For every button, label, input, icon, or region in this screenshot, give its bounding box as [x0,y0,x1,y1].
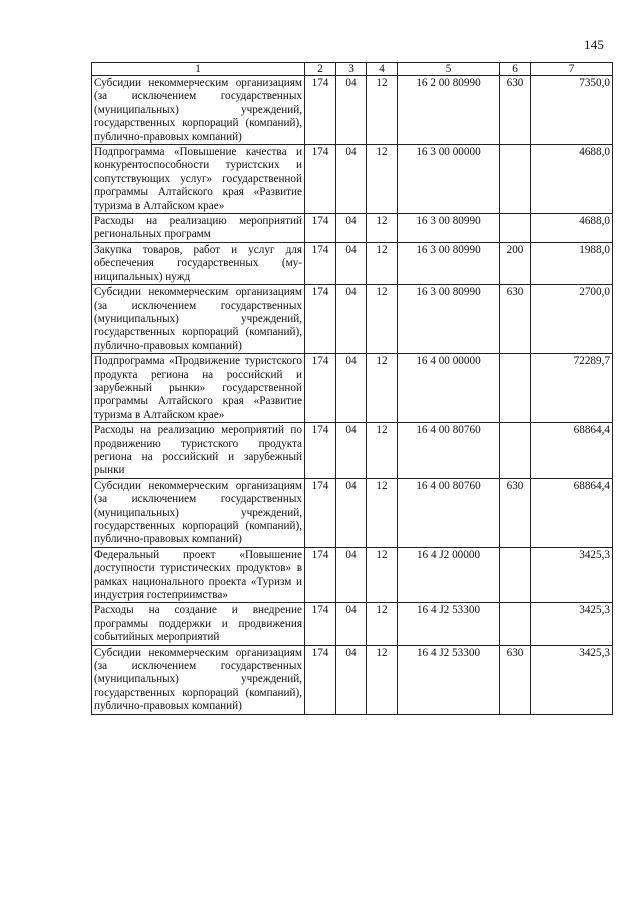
table-body [92,76,613,715]
target-article-cell: 16 4 00 00000 [398,354,500,423]
section-cell: 04 [336,214,367,243]
item-name-cell: Субсидии некоммерческим организациям (за исключением государственных (муниципальных) учреждений, государственных корпораций (компаний), публично-правовых компаний) [92,478,305,547]
item-name-cell: Подпрограмма «Повышение качества и конкурентоспособности туристских и сопутствующих услуг» государственной программы Алтайского края «Развитие туризма в Алтайском крае» [92,145,305,214]
section-cell: 04 [336,242,367,284]
table-row [92,423,613,479]
budget-table [91,62,613,715]
target-article-cell: 16 4 00 80760 [398,478,500,547]
table-row [92,354,613,423]
item-name-cell: Расходы на реализацию мероприятий региональных программ [92,214,305,243]
admin-code-cell: 174 [305,547,336,603]
item-name-cell: Расходы на создание и внедрение программы поддержки и продвижения событийных мероприятий [92,603,305,645]
header-cell-5: 5 [398,63,500,76]
admin-code-cell: 174 [305,214,336,243]
amount-cell: 2700,0 [531,285,613,354]
admin-code-cell: 174 [305,478,336,547]
amount-cell: 3425,3 [531,547,613,603]
section-cell: 04 [336,76,367,145]
section-cell: 04 [336,547,367,603]
expense-type-cell: 630 [500,478,531,547]
expense-type-cell [500,354,531,423]
section-cell: 04 [336,145,367,214]
table-row [92,478,613,547]
table-row [92,242,613,284]
amount-cell: 4688,0 [531,214,613,243]
subsection-cell: 12 [367,354,398,423]
item-name-cell: Подпрограмма «Продвижение туристского продукта региона на российский и зарубежный рынки» государственной программы Алтайского края «Развитие туризма в Алтайском крае» [92,354,305,423]
subsection-cell: 12 [367,214,398,243]
target-article-cell: 16 4 J2 53300 [398,603,500,645]
subsection-cell: 12 [367,603,398,645]
target-article-cell: 16 3 00 80990 [398,214,500,243]
expense-type-cell: 630 [500,645,531,714]
header-row [92,63,613,76]
subsection-cell: 12 [367,76,398,145]
page-number: 145 [584,37,605,52]
amount-cell: 68864,4 [531,423,613,479]
table-row [92,145,613,214]
item-name-cell: Расходы на реализацию мероприятий по продвижению туристского продукта региона на российский и зарубежный рынки [92,423,305,479]
section-cell: 04 [336,423,367,479]
admin-code-cell: 174 [305,423,336,479]
amount-cell: 1988,0 [531,242,613,284]
admin-code-cell: 174 [305,603,336,645]
target-article-cell: 16 4 00 80760 [398,423,500,479]
item-name-cell: Субсидии некоммерческим организациям (за исключением государственных (муниципальных) учреждений, государственных корпораций (компаний), публично-правовых компаний) [92,645,305,714]
target-article-cell: 16 2 00 80990 [398,76,500,145]
target-article-cell: 16 3 00 80990 [398,285,500,354]
admin-code-cell: 174 [305,354,336,423]
admin-code-cell: 174 [305,285,336,354]
table-row [92,645,613,714]
amount-cell: 3425,3 [531,603,613,645]
subsection-cell: 12 [367,547,398,603]
header-cell-4: 4 [367,63,398,76]
expense-type-cell [500,603,531,645]
header-cell-7: 7 [531,63,613,76]
expense-type-cell [500,145,531,214]
target-article-cell: 16 4 J2 53300 [398,645,500,714]
expense-type-cell: 630 [500,285,531,354]
subsection-cell: 12 [367,242,398,284]
item-name-cell: Субсидии некоммерческим организациям (за исключением государственных (муниципальных) учреждений, государственных корпораций (компаний), публично-правовых компаний) [92,76,305,145]
table-row [92,214,613,243]
amount-cell: 7350,0 [531,76,613,145]
item-name-cell: Закупка товаров, работ и услуг для обеспечения государственных (муниципальных) нужд [92,242,305,284]
section-cell: 04 [336,354,367,423]
table-row [92,285,613,354]
header-cell-3: 3 [336,63,367,76]
subsection-cell: 12 [367,478,398,547]
item-name-cell: Федеральный проект «Повышение доступности туристических продуктов» в рамках национального проекта «Туризм и индустрия гостеприимства» [92,547,305,603]
header-cell-2: 2 [305,63,336,76]
admin-code-cell: 174 [305,76,336,145]
amount-cell: 4688,0 [531,145,613,214]
target-article-cell: 16 3 00 80990 [398,242,500,284]
admin-code-cell: 174 [305,645,336,714]
header-cell-1: 1 [92,63,305,76]
section-cell: 04 [336,645,367,714]
subsection-cell: 12 [367,145,398,214]
admin-code-cell: 174 [305,145,336,214]
target-article-cell: 16 4 J2 00000 [398,547,500,603]
table-row [92,603,613,645]
admin-code-cell: 174 [305,242,336,284]
section-cell: 04 [336,603,367,645]
section-cell: 04 [336,478,367,547]
item-name-cell: Субсидии некоммерческим организациям (за исключением государственных (муниципальных) учреждений, государственных корпораций (компаний), публично-правовых компаний) [92,285,305,354]
subsection-cell: 12 [367,285,398,354]
subsection-cell: 12 [367,423,398,479]
table-row [92,547,613,603]
amount-cell: 3425,3 [531,645,613,714]
header-cell-6: 6 [500,63,531,76]
section-cell: 04 [336,285,367,354]
expense-type-cell: 200 [500,242,531,284]
expense-type-cell [500,423,531,479]
target-article-cell: 16 3 00 00000 [398,145,500,214]
table-row [92,76,613,145]
amount-cell: 68864,4 [531,478,613,547]
amount-cell: 72289,7 [531,354,613,423]
expense-type-cell [500,214,531,243]
subsection-cell: 12 [367,645,398,714]
expense-type-cell: 630 [500,76,531,145]
expense-type-cell [500,547,531,603]
